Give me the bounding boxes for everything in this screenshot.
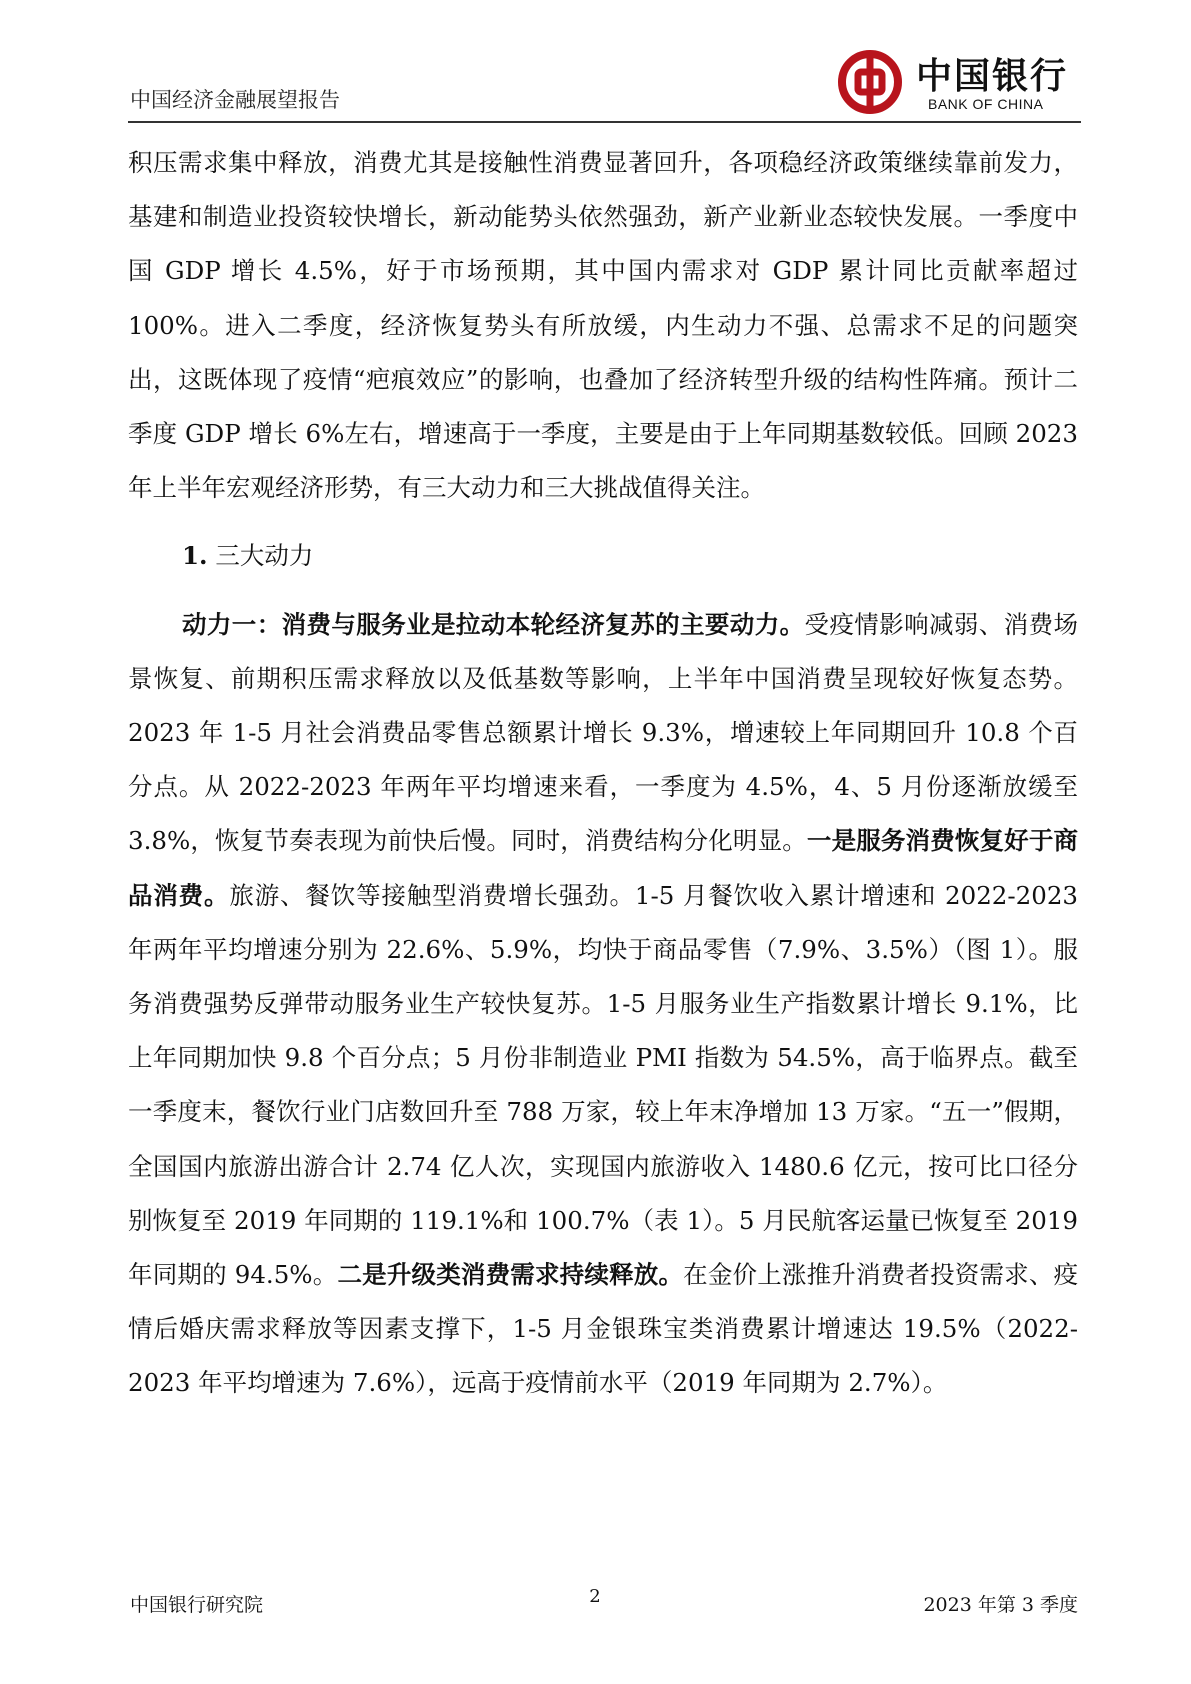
driver-one-text-1: 受疫情影响减弱、消费场景恢复、前期积压需求释放以及低基数等影响，上半年中国消费呈现较好恢复态势。2023 年 1-5 月社会消费品零售总额累计增长 9.3%，增速较上年同期回升 10.8 个百分点。从 2022-2023 年两年平均增速来看，一季度为 4.5%，4、5 月份逐渐放缓至 3.8%，恢复节奏表现为前快后慢。同时，消费结构分化明显。 bbox=[128, 609, 1078, 856]
driver-one-point-2: 二是升级类消费需求持续释放。 bbox=[337, 1260, 684, 1290]
header-divider bbox=[128, 121, 1081, 123]
footer-quarter: 2023 年第 3 季度 bbox=[923, 1594, 1078, 1616]
logo-chinese-name: 中国银行 bbox=[916, 55, 1069, 97]
footer-institute: 中国银行研究院 bbox=[130, 1594, 264, 1616]
page-number: 2 bbox=[589, 1586, 601, 1607]
driver-one-text-3: 在金价上涨推升消费者投资需求、疫情后婚庆需求释放等因素支撑下，1-5 月金银珠宝类消费累计增速达 19.5%（2022-2023 年平均增速为 7.6%），远高于疫情前水平（2019 年同期为 2.7%）。 bbox=[128, 1260, 1079, 1398]
section-title: 三大动力 bbox=[215, 541, 314, 571]
driver-one-point-1: 一是服务消费恢复好于商品消费。 bbox=[128, 826, 1079, 910]
driver-one-lead: 动力一：消费与服务业是拉动本轮经济复苏的主要动力。 bbox=[182, 609, 805, 639]
bank-emblem-icon bbox=[838, 50, 902, 114]
intro-paragraph: 积压需求集中释放，消费尤其是接触性消费显著回升，各项稳经济政策继续靠前发力，基建和制造业投资较快增长，新动能势头依然强劲，新产业新业态较快发展。一季度中国 GDP 增长 4.5%，好于市场预期，其中国内需求对 GDP 累计同比贡献率超过 100%。进入二季度，经济恢复势头有所放缓，内生动力不强、总需求不足的问题突出，这既体现了疫情“疤痕效应”的影响，也叠加了经济转型升级的结构性阵痛。预计二季度 GDP 增长 6%左右，增速高于一季度，主要是由于上年同期基数较低。回顾 2023 年上半年宏观经济形势，有三大动力和三大挑战值得关注。 bbox=[128, 148, 1078, 503]
bank-logo bbox=[838, 50, 1100, 118]
main-content bbox=[128, 136, 1078, 1411]
section-number: 1. bbox=[182, 541, 208, 571]
logo-english-name: BANK OF CHINA bbox=[928, 96, 1044, 112]
report-title: 中国经济金融展望报告 bbox=[130, 88, 340, 112]
driver-one-text-2: 旅游、餐饮等接触型消费增长强劲。1-5 月餐饮收入累计增速和 2022-2023 年两年平均增速分别为 22.6%、5.9%，均快于商品零售（7.9%、3.5%）（图 1）。服务消费强势反弹带动服务业生产较快复苏。1-5 月服务业生产指数累计增长 9.1%，比上年同期加快 9.8 个百分点；5 月份非制造业 PMI 指数为 54.5%，高于临界点。截至一季度末，餐饮行业门店数回升至 788 万家，较上年末净增加 13 万家。“五一”假期，全国国内旅游出游合计 2.74 亿人次，实现国内旅游收入 1480.6 亿元，按可比口径分别恢复至 2019 年同期的 119.1%和 100.7%（表 1）。5 月民航客运量已恢复至 2019 年同期的 94.5%。 bbox=[128, 880, 1078, 1290]
driver-one-paragraph bbox=[128, 598, 1078, 1411]
section-heading bbox=[128, 529, 1078, 583]
